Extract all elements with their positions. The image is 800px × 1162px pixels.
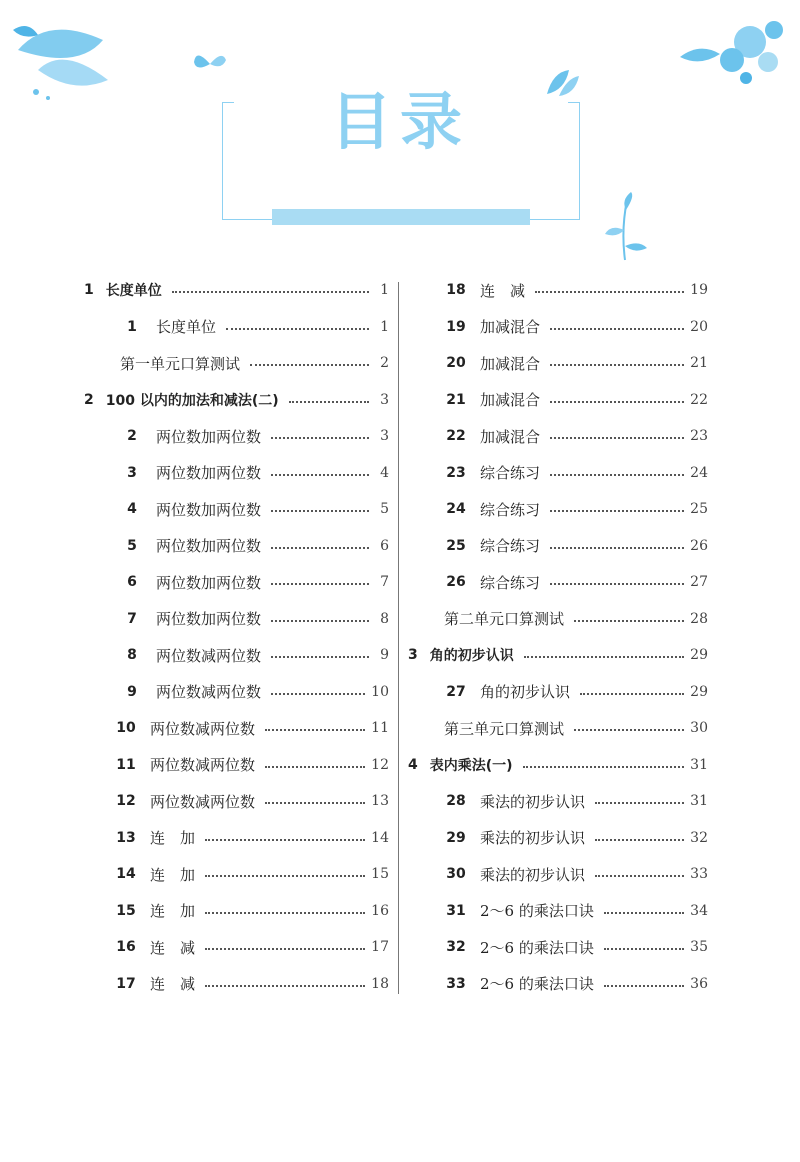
- toc-dot-leader: [550, 510, 684, 512]
- toc-entry-page: 34: [690, 902, 708, 919]
- toc-entry-page: 2: [380, 355, 389, 372]
- toc-dot-leader: [271, 620, 369, 622]
- toc-entry-number: 16: [116, 939, 136, 956]
- toc-entry-page: 5: [380, 501, 389, 518]
- toc-entry-page: 11: [371, 720, 389, 737]
- toc-entry[interactable]: [84, 820, 389, 857]
- toc-entry-title: 表内乘法(一): [429, 757, 513, 774]
- toc-entry[interactable]: [408, 491, 708, 528]
- toc-dot-leader: [172, 291, 369, 293]
- toc-entry-title: 两位数加两位数: [156, 610, 262, 629]
- toc-entry[interactable]: [408, 637, 708, 674]
- toc-entry-number: 14: [116, 866, 136, 883]
- toc-entry-number: 29: [446, 829, 466, 846]
- toc-entry[interactable]: [408, 747, 708, 784]
- toc-entry[interactable]: [408, 309, 708, 346]
- toc-entry-number: 7: [127, 610, 137, 627]
- toc-entry-page: 21: [690, 355, 708, 372]
- toc-dot-leader: [205, 948, 365, 950]
- toc-dot-leader: [523, 766, 685, 768]
- toc-entry-title: 连 加: [150, 902, 196, 921]
- toc-dot-leader: [574, 729, 684, 731]
- toc-entry-number: 22: [446, 428, 466, 445]
- toc-dot-leader: [271, 656, 369, 658]
- toc-dot-leader: [550, 364, 684, 366]
- toc-entry-number: 10: [116, 720, 136, 737]
- toc-entry-page: 30: [690, 720, 708, 737]
- toc-entry-page: 6: [380, 537, 389, 554]
- toc-dot-leader: [604, 985, 684, 987]
- toc-dot-leader: [250, 364, 369, 366]
- toc-dot-leader: [289, 401, 369, 403]
- toc-entry[interactable]: [84, 491, 389, 528]
- toc-entry-title: 连 减: [150, 975, 196, 994]
- toc-dot-leader: [271, 693, 365, 695]
- toc-entry[interactable]: [408, 893, 708, 930]
- toc-entry-title: 两位数减两位数: [156, 646, 262, 665]
- toc-entry-page: 35: [690, 939, 708, 956]
- toc-entry-number: 20: [446, 355, 466, 372]
- toc-entry-title: 综合练习: [480, 464, 541, 483]
- toc-entry-number: 12: [116, 793, 136, 810]
- toc-dot-leader: [271, 510, 369, 512]
- toc-dot-leader: [550, 583, 684, 585]
- toc-entry-page: 3: [380, 428, 389, 445]
- toc-entry-number: 17: [116, 975, 136, 992]
- toc-entry-page: 28: [690, 610, 708, 627]
- toc-entry-page: 13: [371, 793, 389, 810]
- toc-dot-leader: [535, 291, 684, 293]
- toc-entry[interactable]: [408, 272, 708, 309]
- toc-dot-leader: [550, 401, 684, 403]
- toc-entry-page: 17: [371, 939, 389, 956]
- toc-entry-title: 加减混合: [480, 427, 541, 446]
- toc-dot-leader: [265, 802, 365, 804]
- toc-entry-number: 3: [127, 464, 137, 481]
- toc-entry-title: 加减混合: [480, 318, 541, 337]
- toc-dot-leader: [604, 912, 684, 914]
- toc-entry-page: 19: [690, 282, 708, 299]
- toc-entry-title: 2～6 的乘法口诀: [480, 902, 594, 921]
- toc-entry-title: 长度单位: [105, 283, 162, 300]
- toc-entry[interactable]: [84, 929, 389, 966]
- toc-entry-number: 25: [446, 537, 466, 554]
- toc-dot-leader: [550, 437, 684, 439]
- toc-entry[interactable]: [408, 528, 708, 565]
- toc-entry[interactable]: [84, 893, 389, 930]
- plant-sprig-icon: [595, 190, 655, 262]
- toc-entry-page: 16: [371, 902, 389, 919]
- toc-entry-page: 31: [690, 793, 708, 810]
- toc-entry-number: 18: [446, 282, 466, 299]
- column-divider: [398, 282, 399, 994]
- toc-entry-title: 两位数加两位数: [156, 537, 262, 556]
- toc-entry[interactable]: [408, 856, 708, 893]
- toc-dot-leader: [271, 474, 369, 476]
- toc-entry-title: 乘法的初步认识: [480, 792, 586, 811]
- toc-entry[interactable]: [84, 528, 389, 565]
- toc-entry-number: 8: [127, 647, 137, 664]
- toc-entry-page: 26: [690, 537, 708, 554]
- toc-entry[interactable]: [408, 418, 708, 455]
- toc-entry-page: 12: [371, 756, 389, 773]
- toc-entry-page: 29: [690, 683, 708, 700]
- toc-entry-title: 角的初步认识: [480, 683, 571, 702]
- toc-entry-page: 36: [690, 975, 708, 992]
- toc-entry[interactable]: [84, 272, 389, 309]
- toc-entry-number: 24: [446, 501, 466, 518]
- toc-entry[interactable]: [84, 309, 389, 346]
- toc-entry-title: 两位数加两位数: [156, 500, 262, 519]
- toc-entry-page: 15: [371, 866, 389, 883]
- toc-dot-leader: [550, 328, 684, 330]
- toc-entry[interactable]: [408, 674, 708, 711]
- toc-entry-number: 26: [446, 574, 466, 591]
- toc-entry-title: 加减混合: [480, 354, 541, 373]
- toc-entry-title: 两位数减两位数: [150, 792, 256, 811]
- toc-entry-number: 27: [446, 683, 466, 700]
- toc-right-column: [408, 272, 708, 1002]
- toc-dot-leader: [226, 328, 369, 330]
- toc-entry-title: 100 以内的加法和减法(二): [105, 392, 279, 409]
- toc-entry-number: 19: [446, 318, 466, 335]
- toc-entry-number: 4: [127, 501, 137, 518]
- toc-entry-number: 5: [127, 537, 137, 554]
- toc-entry-number: 2: [84, 391, 94, 408]
- toc-entry-number: 13: [116, 829, 136, 846]
- toc-entry-page: 4: [380, 464, 389, 481]
- toc-entry[interactable]: [84, 564, 389, 601]
- toc-dot-leader: [595, 875, 684, 877]
- toc-entry-number: 3: [408, 647, 418, 664]
- toc-entry[interactable]: [408, 710, 708, 747]
- toc-dot-leader: [595, 802, 684, 804]
- toc-entry-number: 15: [116, 902, 136, 919]
- toc-entry-title: 第二单元口算测试: [444, 610, 565, 629]
- toc-entry-title: 加减混合: [480, 391, 541, 410]
- toc-entry-number: 23: [446, 464, 466, 481]
- toc-entry-number: 31: [446, 902, 466, 919]
- toc-entry-title: 两位数加两位数: [156, 464, 262, 483]
- toc-entry-number: 1: [127, 318, 137, 335]
- toc-entry[interactable]: [84, 856, 389, 893]
- toc-dot-leader: [550, 474, 684, 476]
- toc-entry-title: 长度单位: [156, 318, 217, 337]
- toc-dot-leader: [550, 547, 684, 549]
- toc-entry[interactable]: [84, 747, 389, 784]
- toc-entry[interactable]: [84, 966, 389, 1003]
- toc-entry[interactable]: [84, 418, 389, 455]
- toc-dot-leader: [604, 948, 684, 950]
- toc-entry-page: 29: [690, 647, 708, 664]
- toc-entry-number: 30: [446, 866, 466, 883]
- toc-entry-title: 乘法的初步认识: [480, 865, 586, 884]
- toc-entry-title: 综合练习: [480, 573, 541, 592]
- toc-dot-leader: [265, 766, 365, 768]
- toc-entry-page: 14: [371, 829, 389, 846]
- toc-entry-page: 3: [380, 391, 389, 408]
- toc-dot-leader: [205, 875, 365, 877]
- toc-entry[interactable]: [408, 345, 708, 382]
- toc-entry[interactable]: [84, 637, 389, 674]
- toc-entry-page: 18: [371, 975, 389, 992]
- flower-cluster-top-right-icon: [670, 12, 790, 92]
- toc-entry[interactable]: [408, 820, 708, 857]
- toc-entry-page: 1: [380, 282, 389, 299]
- toc-entry-number: 1: [84, 282, 94, 299]
- toc-dot-leader: [205, 839, 365, 841]
- toc-entry-title: 综合练习: [480, 500, 541, 519]
- toc-entry-page: 23: [690, 428, 708, 445]
- toc-entry-number: 2: [127, 428, 137, 445]
- toc-entry[interactable]: [408, 382, 708, 419]
- toc-entry-number: 32: [446, 939, 466, 956]
- toc-entry-title: 两位数减两位数: [150, 719, 256, 738]
- toc-entry-title: 两位数加两位数: [156, 573, 262, 592]
- toc-entry-page: 9: [380, 647, 389, 664]
- toc-entry-title: 连 加: [150, 865, 196, 884]
- toc-dot-leader: [524, 656, 684, 658]
- toc-entry-title: 两位数减两位数: [150, 756, 256, 775]
- toc-entry[interactable]: [84, 455, 389, 492]
- toc-entry[interactable]: [84, 674, 389, 711]
- toc-entry[interactable]: [84, 783, 389, 820]
- toc-left-column: [84, 272, 389, 1002]
- toc-entry[interactable]: [408, 601, 708, 638]
- toc-entry-title: 连 减: [150, 938, 196, 957]
- butterfly-icon: [192, 46, 228, 82]
- toc-entry-title: 2～6 的乘法口诀: [480, 975, 594, 994]
- toc-dot-leader: [580, 693, 684, 695]
- toc-entry-number: 11: [116, 756, 136, 773]
- toc-entry-title: 两位数加两位数: [156, 427, 262, 446]
- toc-entry-number: 28: [446, 793, 466, 810]
- toc-entry-number: 9: [127, 683, 137, 700]
- toc-entry-title: 连 减: [480, 281, 526, 300]
- toc-entry-page: 27: [690, 574, 708, 591]
- toc-entry-page: 10: [371, 683, 389, 700]
- toc-entry-page: 24: [690, 464, 708, 481]
- toc-dot-leader: [574, 620, 684, 622]
- toc-entry-page: 8: [380, 610, 389, 627]
- toc-entry-page: 1: [380, 318, 389, 335]
- toc-dot-leader: [205, 912, 365, 914]
- toc-dot-leader: [271, 547, 369, 549]
- toc-entry[interactable]: [84, 382, 389, 419]
- toc-entry[interactable]: [408, 966, 708, 1003]
- title-underline-bar: [272, 209, 530, 225]
- toc-entry[interactable]: [408, 783, 708, 820]
- toc-entry-page: 31: [690, 756, 708, 773]
- toc-entry[interactable]: [84, 710, 389, 747]
- toc-entry-number: 33: [446, 975, 466, 992]
- toc-entry[interactable]: [408, 564, 708, 601]
- toc-dot-leader: [595, 839, 684, 841]
- toc-entry-page: 20: [690, 318, 708, 335]
- toc-entry-title: 第一单元口算测试: [120, 354, 241, 373]
- toc-entry-page: 25: [690, 501, 708, 518]
- toc-dot-leader: [265, 729, 365, 731]
- toc-entry-title: 连 加: [150, 829, 196, 848]
- toc-entry-title: 第三单元口算测试: [444, 719, 565, 738]
- toc-dot-leader: [205, 985, 365, 987]
- toc-entry[interactable]: [408, 455, 708, 492]
- page-title: 目录: [329, 85, 470, 158]
- toc-entry-number: 21: [446, 391, 466, 408]
- toc-entry-title: 综合练习: [480, 537, 541, 556]
- toc-entry-page: 22: [690, 391, 708, 408]
- toc-entry-title: 两位数减两位数: [156, 683, 262, 702]
- toc-entry-title: 乘法的初步认识: [480, 829, 586, 848]
- toc-entry[interactable]: [408, 929, 708, 966]
- toc-entry[interactable]: [84, 345, 389, 382]
- toc-dot-leader: [271, 437, 369, 439]
- toc-entry-page: 7: [380, 574, 389, 591]
- toc-dot-leader: [271, 583, 369, 585]
- toc-entry-number: 6: [127, 574, 137, 591]
- toc-entry-page: 33: [690, 866, 708, 883]
- toc-entry-number: 4: [408, 756, 418, 773]
- toc-entry-title: 角的初步认识: [429, 648, 514, 665]
- toc-entry[interactable]: [84, 601, 389, 638]
- toc-entry-title: 2～6 的乘法口诀: [480, 938, 594, 957]
- toc-entry-page: 32: [690, 829, 708, 846]
